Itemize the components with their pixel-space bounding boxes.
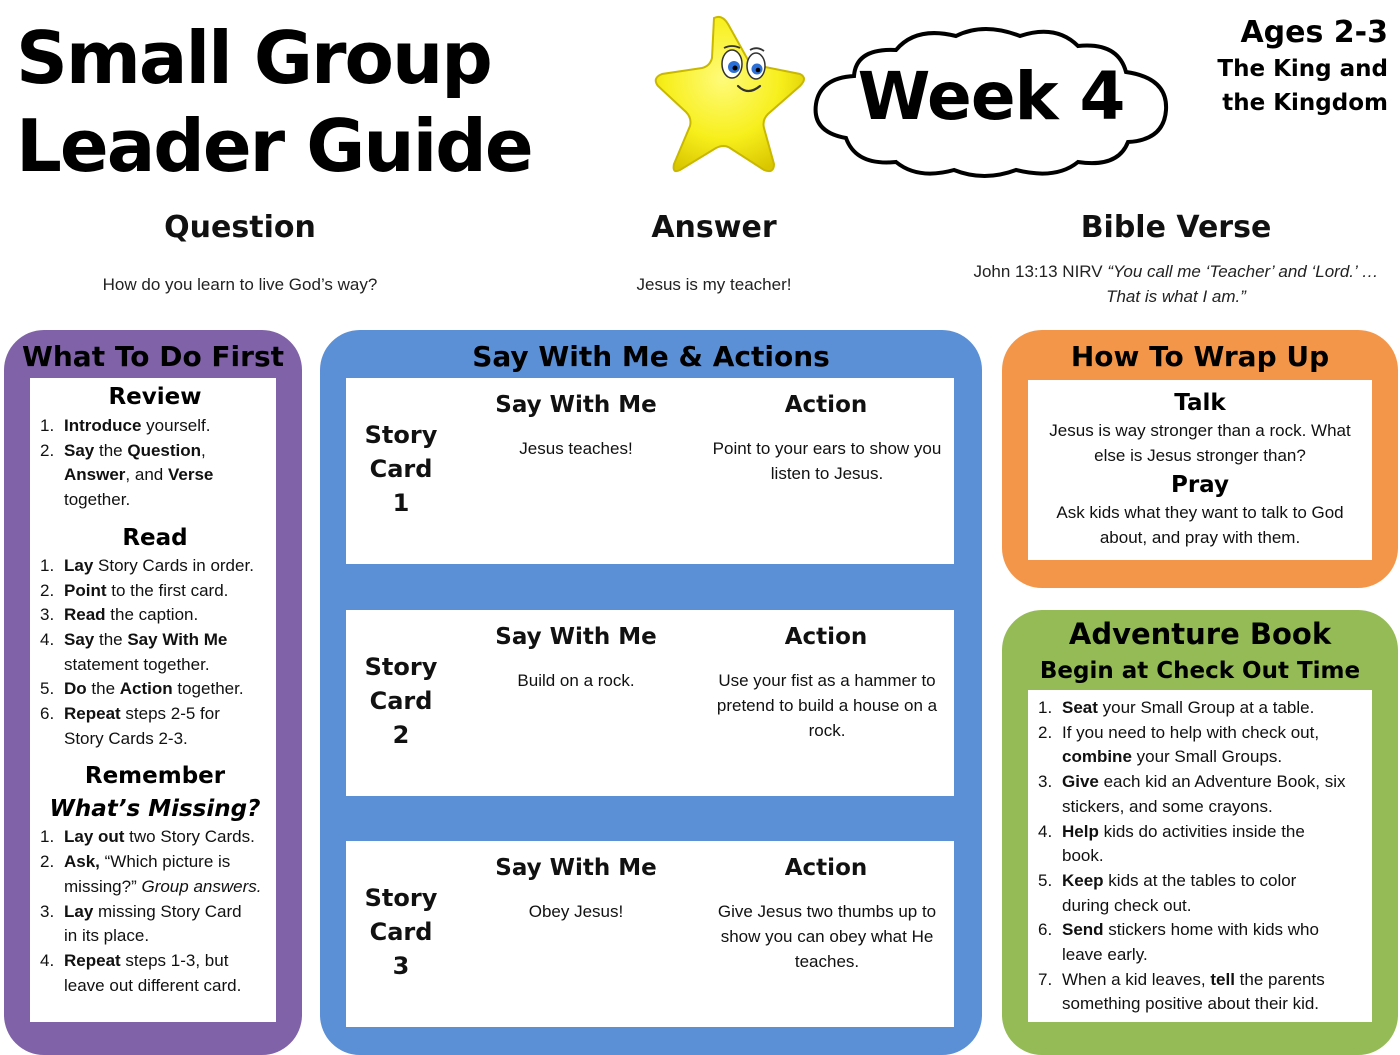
- what-to-do-first-panel: [4, 330, 302, 1055]
- action-text: Give Jesus two thumbs up to show you can obey what He teaches.: [717, 902, 937, 971]
- say-with-me-text: Obey Jesus!: [528, 902, 624, 921]
- page-title: [16, 14, 532, 190]
- list-item: 2. Say the Question, Answer, and Verse together.: [40, 440, 214, 510]
- week-label: Week 4: [857, 58, 1125, 135]
- list-item: 1. Introduce yourself.: [40, 416, 211, 435]
- answer-heading: Answer: [651, 210, 777, 245]
- story-card-label: Story Card 3: [364, 884, 438, 980]
- list-item: 4. Say the Say With Me statement together.: [40, 629, 228, 674]
- list-item: 3. Read the caption.: [40, 605, 199, 625]
- story-card-label: Story Card 1: [364, 421, 438, 517]
- story-card-1: [346, 378, 954, 564]
- remember-heading: Remember: [84, 763, 226, 790]
- list-item: 4. Help kids do activities inside the book.: [1038, 821, 1305, 866]
- talk-text: Jesus is way stronger than a rock. What else is Jesus stronger than?: [1049, 421, 1351, 465]
- action-heading: Action: [784, 392, 868, 418]
- remember-subheading: What’s Missing?: [49, 796, 261, 823]
- action-text: Use your fist as a hammer to pretend to build a house on a rock.: [716, 671, 938, 740]
- say-with-me-title: Say With Me & Actions: [472, 340, 830, 373]
- review-steps: [40, 414, 270, 513]
- title-line-1: Small Group: [16, 16, 491, 100]
- remember-steps: [40, 825, 270, 998]
- adventure-book-subtitle: Begin at Check Out Time: [1039, 658, 1361, 684]
- verse-quote-line2: That is what I am.”: [1106, 287, 1246, 306]
- say-with-me-heading: Say With Me: [495, 392, 657, 418]
- wrap-up-title: How To Wrap Up: [1070, 340, 1330, 373]
- read-heading: Read: [122, 524, 188, 551]
- list-item: 5. Keep kids at the tables to color during check out.: [1038, 870, 1297, 915]
- bible-verse-text: [966, 259, 1386, 309]
- adventure-book-content: [1028, 690, 1372, 1022]
- review-heading: Review: [108, 384, 202, 410]
- action-text: Point to your ears to show you listen to Jesus.: [712, 439, 942, 483]
- list-item: 1. Seat your Small Group at a table.: [1038, 698, 1315, 717]
- list-item: 6. Send stickers home with kids who leave early.: [1038, 920, 1319, 965]
- list-item: 4. Repeat steps 1-3, but leave out different card.: [40, 950, 242, 995]
- list-item: 6. Repeat steps 2-5 for Story Cards 2-3.: [40, 704, 220, 748]
- answer-text: Jesus is my teacher!: [636, 275, 792, 294]
- list-item: 2. Ask, “Which picture is missing?” Group answers.: [40, 852, 262, 896]
- verse-reference: John 13:13 NIRV: [973, 262, 1103, 281]
- adventure-book-steps: [1038, 696, 1366, 1017]
- talk-heading: Talk: [1174, 390, 1226, 416]
- story-card-3: [346, 841, 954, 1027]
- bible-verse-heading: Bible Verse: [1080, 210, 1272, 245]
- list-item: 3. Give each kid an Adventure Book, six stickers, and some crayons.: [1038, 772, 1346, 816]
- say-with-me-panel: [320, 330, 982, 1055]
- list-item: 5. Do the Action together.: [40, 679, 244, 699]
- say-with-me-text: Build on a rock.: [517, 671, 635, 690]
- read-steps: [40, 554, 270, 752]
- age-series-block: [1217, 14, 1388, 120]
- say-with-me-heading: Say With Me: [495, 624, 657, 650]
- question-text: How do you learn to live God’s way?: [102, 275, 378, 294]
- star-mascot-icon: [650, 14, 806, 176]
- list-item: 1. Lay Story Cards in order.: [40, 555, 254, 575]
- action-heading: Action: [784, 624, 868, 650]
- story-card-2: [346, 610, 954, 796]
- title-line-2: Leader Guide: [16, 104, 532, 188]
- list-item: 7. When a kid leaves, tell the parents something positive about their kid.: [1038, 969, 1325, 1014]
- age-range: Ages 2-3: [1240, 15, 1388, 50]
- series-line-1: The King and: [1217, 56, 1388, 82]
- list-item: 3. Lay missing Story Card in its place.: [40, 901, 242, 946]
- list-item: 2. Point to the first card.: [40, 580, 229, 600]
- verse-quote-line1: “You call me ‘Teacher’ and ‘Lord.’ …: [1107, 262, 1379, 281]
- wrap-up-panel: [1002, 330, 1398, 588]
- wrap-up-content: [1028, 380, 1372, 560]
- pray-text: Ask kids what they want to talk to God about, and pray with them.: [1056, 503, 1344, 547]
- series-line-2: the Kingdom: [1222, 90, 1388, 116]
- what-to-do-first-content: [30, 378, 276, 1022]
- say-with-me-text: Jesus teaches!: [519, 439, 633, 458]
- adventure-book-panel: [1002, 610, 1398, 1055]
- what-to-do-first-title: What To Do First: [21, 340, 285, 373]
- action-heading: Action: [784, 855, 868, 881]
- list-item: 1. Lay out two Story Cards.: [40, 827, 255, 847]
- question-heading: Question: [164, 210, 316, 245]
- adventure-book-title: Adventure Book: [1068, 617, 1332, 651]
- story-card-label: Story Card 2: [364, 653, 438, 749]
- say-with-me-heading: Say With Me: [495, 855, 657, 881]
- pray-heading: Pray: [1170, 472, 1229, 498]
- list-item: 2. If you need to help with check out, combine your Small Groups.: [1038, 722, 1320, 767]
